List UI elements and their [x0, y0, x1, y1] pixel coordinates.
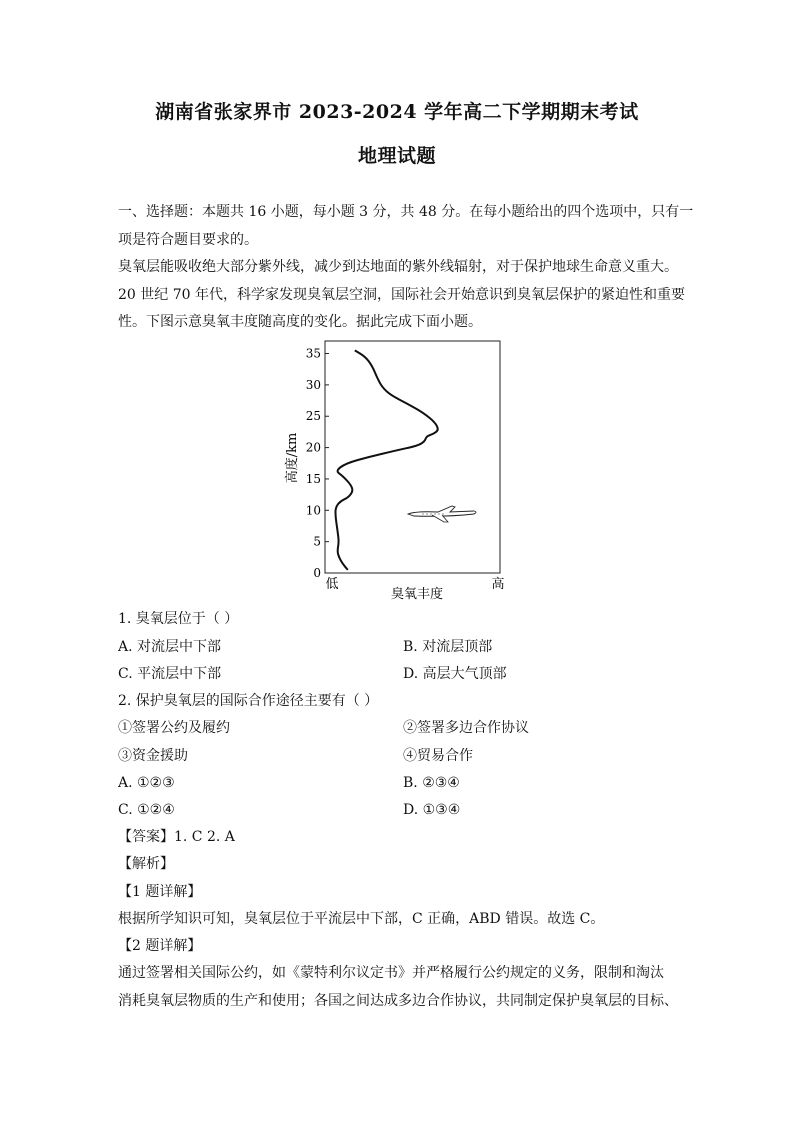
q1-option-a: A. 对流层中下部 — [118, 639, 222, 655]
section-intro-line2: 项是符合题目要求的。 — [118, 232, 258, 248]
y-tick-label: 25 — [305, 409, 321, 424]
ozone-altitude-chart — [280, 336, 520, 606]
q2-detail-line2: 消耗臭氧层物质的生产和使用；各国之间达成多边合作协议，共同制定保护臭氧层的目标、 — [118, 993, 678, 1009]
x-axis-label: 臭氧丰度 — [390, 587, 444, 602]
passage-line3: 性。下图示意臭氧丰度随高度的变化。据此完成下面小题。 — [118, 314, 482, 330]
y-tick-label: 30 — [305, 377, 321, 392]
airplane-icon — [408, 506, 476, 522]
y-tick-label: 15 — [305, 471, 321, 486]
q2-option-b: B. ②③④ — [403, 775, 460, 791]
passage-line1: 臭氧层能吸收绝大部分紫外线，减少到达地面的紫外线辐射，对于保护地球生命意义重大。 — [118, 259, 678, 275]
q1-option-b: B. 对流层顶部 — [403, 639, 493, 655]
y-axis-ticks — [306, 347, 329, 580]
y-tick-label: 35 — [305, 346, 321, 361]
q2-detail-line1: 通过签署相关国际公约，如《蒙特利尔议定书》并严格履行公约规定的义务，限制和淘汰 — [118, 965, 664, 981]
q2-option-d: D. ①③④ — [403, 802, 461, 818]
q2-item-1: ①签署公约及履约 — [118, 720, 230, 736]
y-axis-label: 高度/km — [285, 432, 300, 484]
answer-line: 【答案】1. C 2. A — [118, 829, 235, 845]
q2-item-4: ④贸易合作 — [403, 748, 473, 764]
y-tick-label: 10 — [305, 503, 321, 518]
question-2-stem: 2. 保护臭氧层的国际合作途径主要有（ ） — [118, 693, 379, 709]
q1-option-d: D. 高层大气顶部 — [403, 666, 507, 682]
section-intro-line1: 一、选择题：本题共 16 小题，每小题 3 分，共 48 分。在每小题给出的四个选项中，只有一 — [118, 204, 694, 220]
subject-title: 地理试题 — [357, 145, 436, 167]
ozone-profile-line — [336, 350, 438, 570]
q2-item-2: ②签署多边合作协议 — [403, 720, 529, 736]
q2-option-a: A. ①②③ — [118, 775, 175, 791]
y-tick-label: 20 — [305, 440, 321, 455]
y-tick-label: 5 — [313, 534, 321, 549]
exam-title: 湖南省张家界市 2023-2024 学年高二下学期期末考试 — [155, 101, 639, 123]
y-tick-label: 0 — [313, 566, 321, 580]
plot-frame — [325, 341, 500, 573]
passage-line2: 20 世纪 70 年代，科学家发现臭氧层空洞，国际社会开始意识到臭氧层保护的紧迫性和重要 — [118, 287, 685, 303]
q1-option-c: C. 平流层中下部 — [118, 666, 222, 682]
q2-option-c: C. ①②④ — [118, 802, 175, 818]
q2-detail-heading: 【2 题详解】 — [118, 938, 202, 954]
x-tick-label-high: 高 — [491, 577, 505, 592]
q1-detail-text: 根据所学知识可知，臭氧层位于平流层中下部，C 正确，ABD 错误。故选 C。 — [118, 911, 605, 927]
x-tick-label-low: 低 — [325, 577, 339, 592]
q1-detail-heading: 【1 题详解】 — [118, 884, 202, 900]
analysis-heading: 【解析】 — [118, 856, 174, 872]
question-1-stem: 1. 臭氧层位于（ ） — [118, 611, 239, 627]
q2-item-3: ③资金援助 — [118, 748, 188, 764]
